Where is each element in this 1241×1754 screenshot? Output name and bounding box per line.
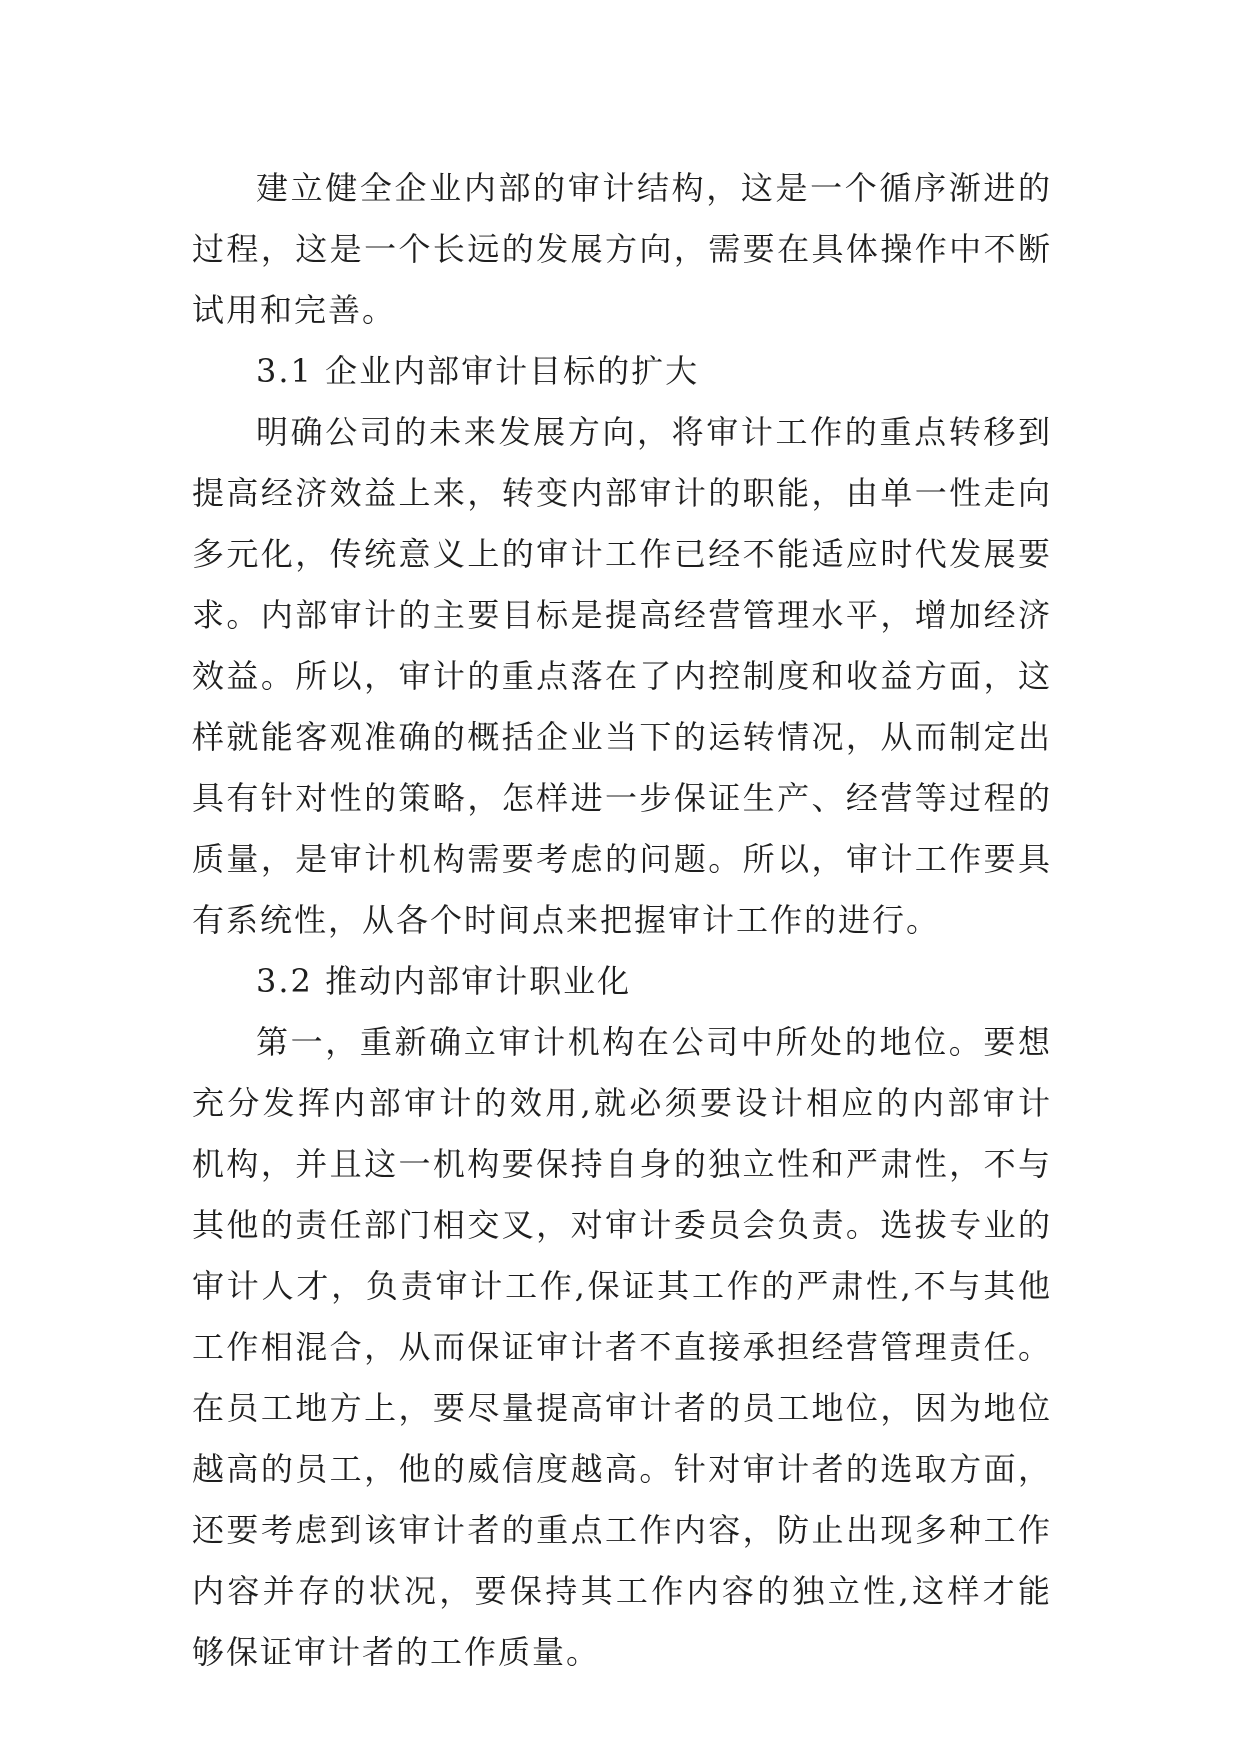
section-heading-3-1: 3.1 企业内部审计目标的扩大 — [256, 352, 700, 390]
section-heading-3-2: 3.2 推动内部审计职业化 — [256, 962, 632, 1000]
intro-paragraph: 建立健全企业内部的审计结构，这是一个循序渐进的过程，这是一个长远的发展方向，需要在具体操作中不断试用和完善。 — [192, 169, 1052, 329]
section-3-1-paragraph: 明确公司的未来发展方向，将审计工作的重点转移到提高经济效益上来，转变内部审计的职能，由单一性走向多元化，传统意义上的审计工作已经不能适应时代发展要求。内部审计的主要目标是提高经营管理水平，增加经济效益。所以，审计的重点落在了内控制度和收益方面，这样就能客观准确的概括企业当下的运转情况，从而制定出具有针对性的策略，怎样进一步保证生产、经营等过程的质量，是审计机构需要考虑的问题。所以，审计工作要具有系统性，从各个时间点来把握审计工作的进行。 — [192, 413, 1052, 939]
document-body — [192, 158, 1052, 1683]
section-3-2-paragraph: 第一，重新确立审计机构在公司中所处的地位。要想充分发挥内部审计的效用,就必须要设计相应的内部审计机构，并且这一机构要保持自身的独立性和严肃性，不与其他的责任部门相交叉，对审计委员会负责。选拔专业的审计人才，负责审计工作,保证其工作的严肃性,不与其他工作相混合，从而保证审计者不直接承担经营管理责任。在员工地方上，要尽量提高审计者的员工地位，因为地位越高的员工，他的威信度越高。针对审计者的选取方面，还要考虑到该审计者的重点工作内容，防止出现多种工作内容并存的状况，要保持其工作内容的独立性,这样才能够保证审计者的工作质量。 — [192, 1023, 1052, 1671]
